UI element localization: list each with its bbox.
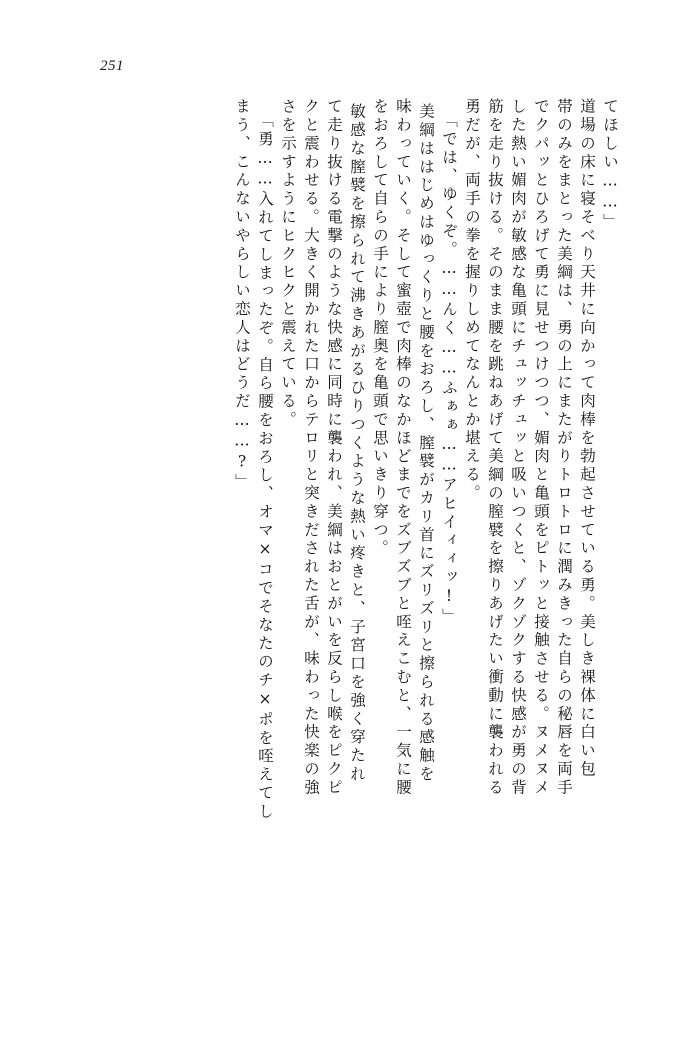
text-column: てほしい……」 [601, 98, 619, 232]
text-column: した熱い媚肉が敏感な亀頭にチュッチュッと吸いつくと、ゾクゾクする快感が勇の背 [509, 98, 527, 798]
text-column: クと震わせる。大きく開かれた口からテロリと突きだされた舌が、味わった快楽の強 [302, 98, 320, 798]
vertical-text-body [72, 98, 617, 960]
text-column: さを示すようにヒクヒクと震えている。 [279, 98, 297, 430]
text-column: まう、こんないやらしい恋人はどうだ……?」 [233, 98, 251, 492]
text-column: て走り抜ける電撃のような快感に同時に襲われ、美綱はおとがいを反らし喉をピクピ [325, 98, 343, 798]
text-column: 敏感な膣襞を擦られて沸きあがるひりつくような熱い疼きと、子宮口を強く穿たれ [348, 103, 366, 784]
text-column: 味わっていく。そして蜜壺で肉棒のなかほどまでをズブズブと咥えこむと、一気に腰 [394, 98, 412, 798]
text-column: をおろして自らの手により膣奥を亀頭で思いきり穿つ。 [371, 98, 389, 558]
text-column: でクパッとひろげて勇に見せつけつつ、媚肉と亀頭をピトッと接触させる。ヌメヌメ [532, 98, 550, 798]
text-column: 美綱ははじめはゆっくりと腰をおろし、膣襞がカリ首にズリズリと擦られる感触を [417, 103, 435, 784]
text-column: 「勇……入れてしまったぞ。自ら腰をおろし、オマ×コでそなたのチ×ポを咥えてし [256, 112, 274, 822]
text-column: 「では、ゆくぞ。……んく……ふぁぁ……アヒイィィッ!」 [440, 112, 458, 627]
text-column: 筋を走り抜ける。そのまま腰を跳ねあげて美綱の膣襞を擦りあげたい衝動に襲われる [486, 98, 504, 798]
text-column: 帯のみをまとった美綱は、勇の上にまたがりトロトロに潤みきった自らの秘唇を両手 [555, 98, 573, 798]
text-column: 勇だが、両手の拳を握りしめてなんとか堪える。 [463, 98, 481, 503]
text-column: 道場の床に寝そべり天井に向かって肉棒を勃起させている勇。美しき裸体に白い包 [578, 98, 596, 779]
page-number: 251 [100, 58, 124, 74]
